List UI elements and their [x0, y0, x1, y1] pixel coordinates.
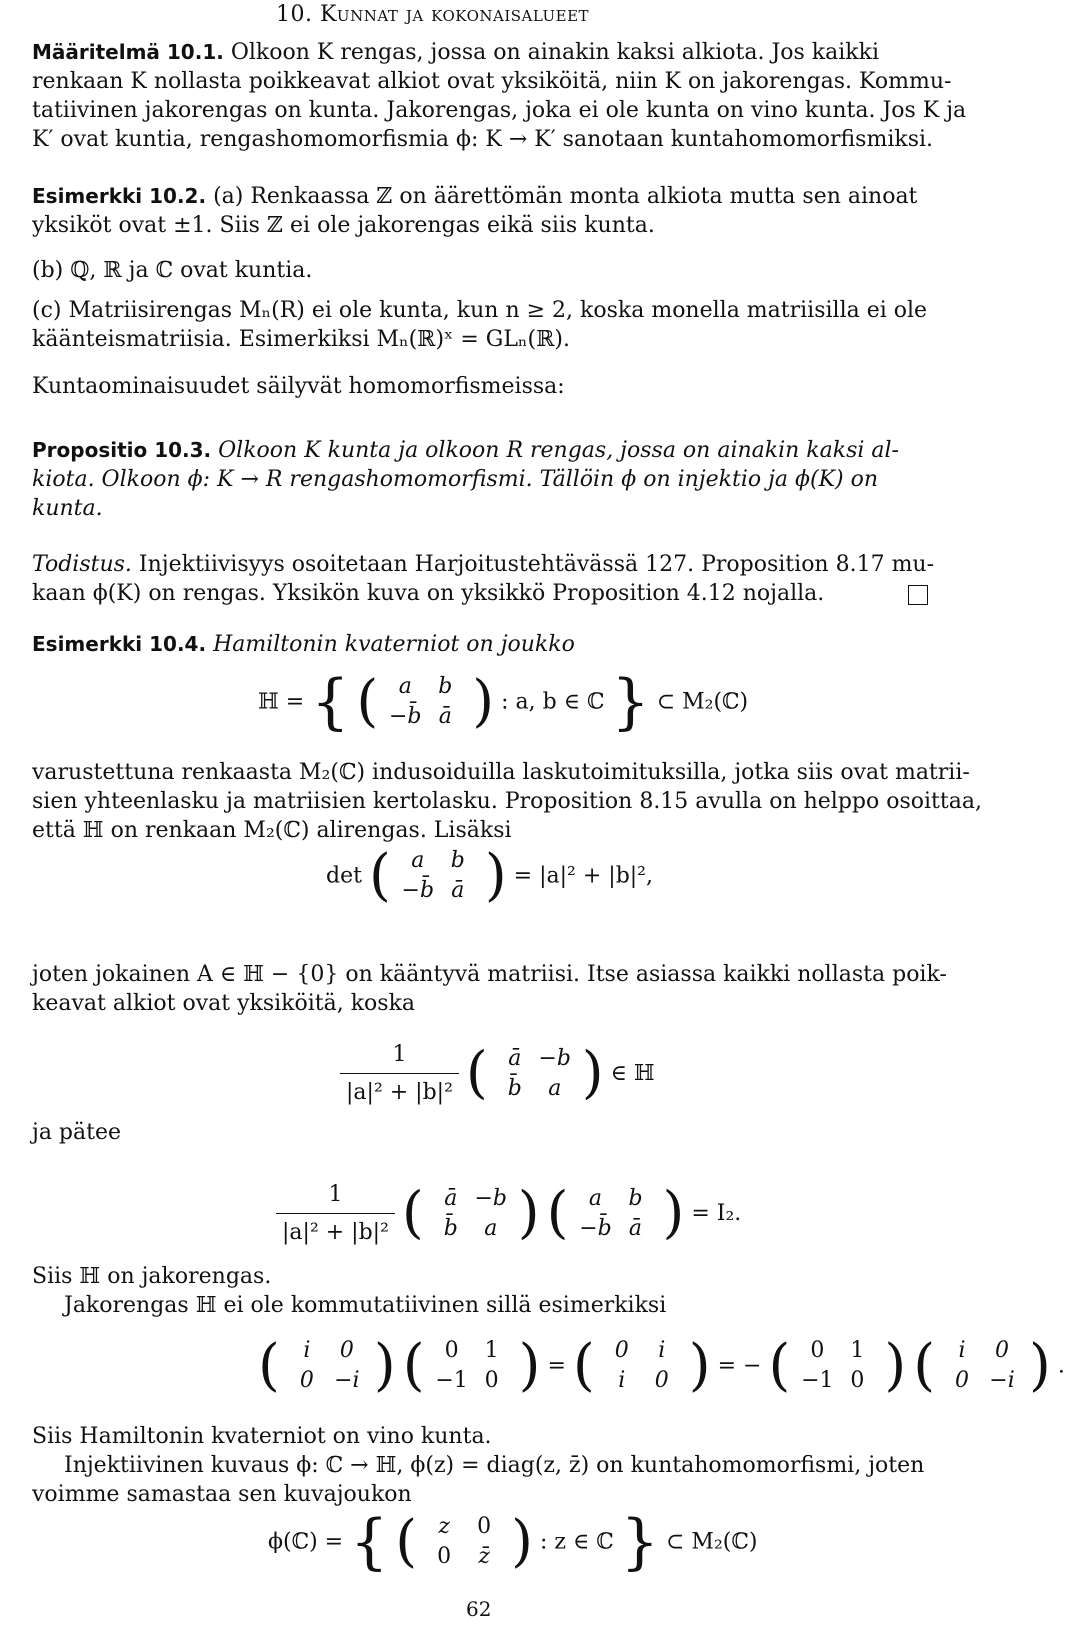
inverse-rhs: ∈ ℍ: [610, 1061, 655, 1086]
paragraph-line: Jakorengas ℍ ei ole kommutatiivinen sillä esimerkiksi: [64, 1293, 667, 1318]
quaternion-definition: [258, 667, 749, 737]
matrix-entry: ā: [508, 1045, 522, 1071]
matrix-entry: i: [658, 1338, 666, 1363]
example-10-2: [32, 182, 928, 240]
matrix-entry: 0: [955, 1368, 970, 1393]
definition-line: K′ ovat kuntia, rengashomomorfismia ϕ: K → K′ sanotaan kuntahomomorfismiksi.: [32, 127, 934, 152]
open-paren: (: [356, 669, 379, 734]
close-paren: ): [688, 1333, 711, 1398]
matrix-entry: −i: [989, 1368, 1015, 1393]
matrix-m1: [942, 1336, 1022, 1396]
open-paren: (: [395, 1509, 418, 1574]
matrix-entry: 0: [437, 1544, 452, 1569]
close-paren: ): [484, 843, 507, 908]
proof: [32, 550, 935, 608]
matrix-diag: [424, 1512, 504, 1572]
matrix-m2: [432, 1336, 512, 1396]
matrix-m3: [602, 1336, 682, 1396]
open-paren: (: [368, 843, 391, 908]
open-paren: (: [572, 1333, 595, 1398]
paragraph-line: että ℍ on renkaan M₂(ℂ) alirengas. Lisäksi: [32, 818, 512, 843]
fraction: [276, 1180, 395, 1247]
definition-label: Määritelmä 10.1.: [32, 40, 224, 64]
matrix-entry: 0: [810, 1338, 825, 1363]
intro-paragraph: [32, 372, 928, 401]
matrix-entry: b: [628, 1185, 643, 1211]
matrix-entry: 0: [477, 1514, 492, 1539]
definition-10-1: [32, 38, 967, 154]
matrix-entry: a: [411, 848, 425, 873]
fraction-numerator: 1: [276, 1180, 395, 1214]
paragraph-line: Siis Hamiltonin kvaterniot on vino kunta.: [32, 1424, 492, 1449]
open-paren: (: [913, 1333, 936, 1398]
example-line: käänteismatriisia. Esimerkiksi Mₙ(ℝ)ˣ = GLₙ(ℝ).: [32, 327, 570, 352]
matrix-entry: 0: [484, 1368, 499, 1393]
inverse-expression: [340, 1040, 655, 1107]
determinant-equation: [326, 843, 653, 908]
matrix-entry: 1: [850, 1338, 865, 1363]
proof-line: Injektiivisyys osoitetaan Harjoitustehtävässä 127. Proposition 8.17 mu-: [138, 552, 935, 577]
paragraph-line: sien yhteenlasku ja matriisien kertolasku. Proposition 8.15 avulla on helppo osoittaa,: [32, 789, 982, 814]
matrix-entry: b̄: [507, 1075, 522, 1101]
qed-box: [908, 585, 928, 605]
open-paren: (: [402, 1333, 425, 1398]
image-condition: : z ∈ ℂ: [540, 1529, 614, 1555]
example-paragraph: [32, 758, 982, 845]
matrix-entry: ā: [438, 704, 452, 729]
matrix-entry: 0: [614, 1338, 629, 1363]
matrix-m2: [797, 1336, 877, 1396]
matrix-entry: z̄: [478, 1544, 490, 1569]
matrix-entry: −1: [801, 1368, 834, 1393]
close-paren: ): [581, 1040, 604, 1106]
matrix-entry: z: [438, 1514, 450, 1539]
matrix-q-inverse: [431, 1184, 511, 1244]
matrix-entry: a: [588, 1185, 603, 1211]
matrix-entry: −b: [538, 1045, 572, 1071]
definition-line: Olkoon K rengas, jossa on ainakin kaksi alkiota. Jos kaikki: [230, 40, 879, 65]
matrix-entry: ā: [628, 1215, 643, 1241]
page-number: 62: [466, 1597, 492, 1621]
and-text: [32, 1118, 928, 1147]
proof-label: Todistus.: [32, 552, 132, 577]
matrix-entry: b̄: [443, 1215, 458, 1241]
equals-minus-sign: = −: [717, 1353, 762, 1379]
open-paren: (: [768, 1333, 791, 1398]
close-paren: ): [884, 1333, 907, 1398]
set-lhs: ℍ =: [258, 689, 305, 715]
close-brace: }: [611, 667, 650, 737]
matrix-entry: 0: [995, 1338, 1010, 1363]
matrix-entry: −i: [334, 1368, 360, 1393]
complex-embedding: [268, 1507, 758, 1577]
matrix-entry: −b: [474, 1185, 508, 1211]
matrix-entry: i: [958, 1338, 966, 1363]
close-paren: ): [373, 1333, 396, 1398]
matrix-entry: 0: [850, 1368, 865, 1393]
open-brace: {: [350, 1507, 389, 1577]
definition-line: renkaan K nollasta poikkeavat alkiot ovat yksiköitä, niin K on jakorengas. Kommu-: [32, 69, 952, 94]
matrix-entry: −b̄: [579, 1215, 612, 1241]
example-line: (b) ℚ, ℝ ja ℂ ovat kuntia.: [32, 258, 313, 283]
paragraph-line: Siis ℍ on jakorengas.: [32, 1264, 272, 1289]
example-paragraph: [32, 960, 947, 1018]
matrix-q-inverse: [495, 1044, 575, 1104]
example-line: (a) Renkaassa ℤ on äärettömän monta alkiota mutta sen ainoat: [213, 184, 918, 209]
paragraph-line: joten jokainen A ∈ ℍ − {0} on kääntyvä matriisi. Itse asiassa kaikki nollasta poik-: [32, 962, 947, 987]
matrix-m1: [287, 1336, 367, 1396]
image-lhs: ϕ(ℂ) =: [268, 1529, 344, 1555]
paragraph-line: Injektiivinen kuvaus ϕ: ℂ → ℍ, ϕ(z) = diag(z, z̄) on kuntahomomorfismi, joten: [64, 1453, 925, 1478]
example-line: yksiköt ovat ±1. Siis ℤ ei ole jakorengas eikä siis kunta.: [32, 213, 655, 238]
matrix-q: [575, 1184, 655, 1244]
conclusion: [32, 1262, 928, 1320]
close-paren: ): [518, 1333, 541, 1398]
matrix-entry: b: [438, 674, 453, 699]
det-label: det: [326, 863, 362, 889]
matrix-entry: 0: [444, 1338, 459, 1363]
proposition-line: kunta.: [32, 496, 103, 521]
fraction: [340, 1040, 459, 1107]
paragraph-line: varustettuna renkaasta M₂(ℂ) indusoiduilla laskutoimituksilla, jotka siis ovat matrii-: [32, 760, 970, 785]
matrix-q: [398, 846, 478, 906]
open-brace: {: [311, 667, 350, 737]
close-brace: }: [620, 1507, 659, 1577]
conclusion: [32, 1422, 928, 1509]
close-paren: ): [662, 1180, 685, 1246]
matrix-entry: a: [548, 1075, 562, 1101]
fraction-denominator: |a|² + |b|²: [346, 1080, 453, 1105]
chapter-title: Kunnat ja kokonaisalueet: [320, 2, 590, 27]
proposition-line: kiota. Olkoon ϕ: K → R rengashomomorfismi. Tällöin ϕ on injektio ja ϕ(K) on: [32, 467, 879, 492]
paragraph-line: keavat alkiot ovat yksiköitä, koska: [32, 991, 416, 1016]
running-head: [276, 0, 589, 29]
matrix-entry: 1: [484, 1338, 499, 1363]
fraction-denominator: |a|² + |b|²: [282, 1220, 389, 1245]
close-paren: ): [472, 669, 495, 734]
matrix-entry: b: [450, 848, 465, 873]
equals-sign: =: [547, 1353, 566, 1379]
example-10-2-c: [32, 296, 928, 354]
paragraph-line: voimme samastaa sen kuvajoukon: [32, 1482, 412, 1507]
matrix-entry: ā: [451, 878, 465, 903]
example-label: Esimerkki 10.2.: [32, 184, 207, 208]
intro-line: Kuntaominaisuudet säilyvät homomorfismeissa:: [32, 374, 565, 399]
open-paren: (: [465, 1040, 488, 1106]
set-condition: : a, b ∈ ℂ: [501, 689, 605, 715]
matrix-entry: 0: [654, 1368, 669, 1393]
example-10-4: [32, 630, 928, 659]
matrix-entry: ā: [444, 1185, 458, 1211]
product-rhs: = I₂.: [691, 1201, 742, 1226]
image-rhs: ⊂ M₂(ℂ): [665, 1529, 758, 1555]
open-paren: (: [258, 1333, 280, 1398]
paragraph-line: ja pätee: [32, 1120, 122, 1145]
chapter-number: 10.: [276, 2, 313, 27]
product-identity: [276, 1180, 741, 1247]
matrix-entry: a: [398, 674, 412, 699]
example-10-2-b: [32, 256, 928, 285]
period: .: [1057, 1353, 1065, 1379]
open-paren: (: [401, 1180, 424, 1246]
matrix-q: [385, 672, 465, 732]
example-label: Esimerkki 10.4.: [32, 632, 207, 656]
open-paren: (: [546, 1180, 569, 1246]
example-lead: Hamiltonin kvaterniot on joukko: [213, 632, 575, 657]
proposition-label: Propositio 10.3.: [32, 438, 212, 462]
proof-line: kaan ϕ(K) on rengas. Yksikön kuva on yksikkö Proposition 4.12 nojalla.: [32, 581, 825, 606]
close-paren: ): [517, 1180, 540, 1246]
det-rhs: = |a|² + |b|²,: [513, 863, 653, 889]
matrix-entry: −1: [435, 1368, 468, 1393]
set-rhs: ⊂ M₂(ℂ): [656, 689, 749, 715]
matrix-entry: −b̄: [389, 704, 422, 729]
example-line: (c) Matriisirengas Mₙ(R) ei ole kunta, kun n ≥ 2, koska monella matriisilla ei ole: [32, 298, 928, 323]
noncommutativity-equation: [258, 1333, 1065, 1398]
close-paren: ): [511, 1509, 534, 1574]
close-paren: ): [1029, 1333, 1051, 1398]
matrix-entry: a: [484, 1215, 498, 1241]
matrix-entry: −b̄: [401, 878, 435, 903]
fraction-numerator: 1: [340, 1040, 459, 1074]
matrix-entry: 0: [299, 1368, 314, 1393]
matrix-entry: i: [303, 1338, 311, 1363]
matrix-entry: 0: [339, 1338, 354, 1363]
definition-line: tatiivinen jakorengas on kunta. Jakorengas, joka ei ole kunta on vino kunta. Jos K ja: [32, 98, 967, 123]
matrix-entry: i: [618, 1368, 626, 1393]
proposition-line: Olkoon K kunta ja olkoon R rengas, jossa on ainakin kaksi al-: [218, 438, 899, 463]
proposition-10-3: [32, 436, 928, 523]
